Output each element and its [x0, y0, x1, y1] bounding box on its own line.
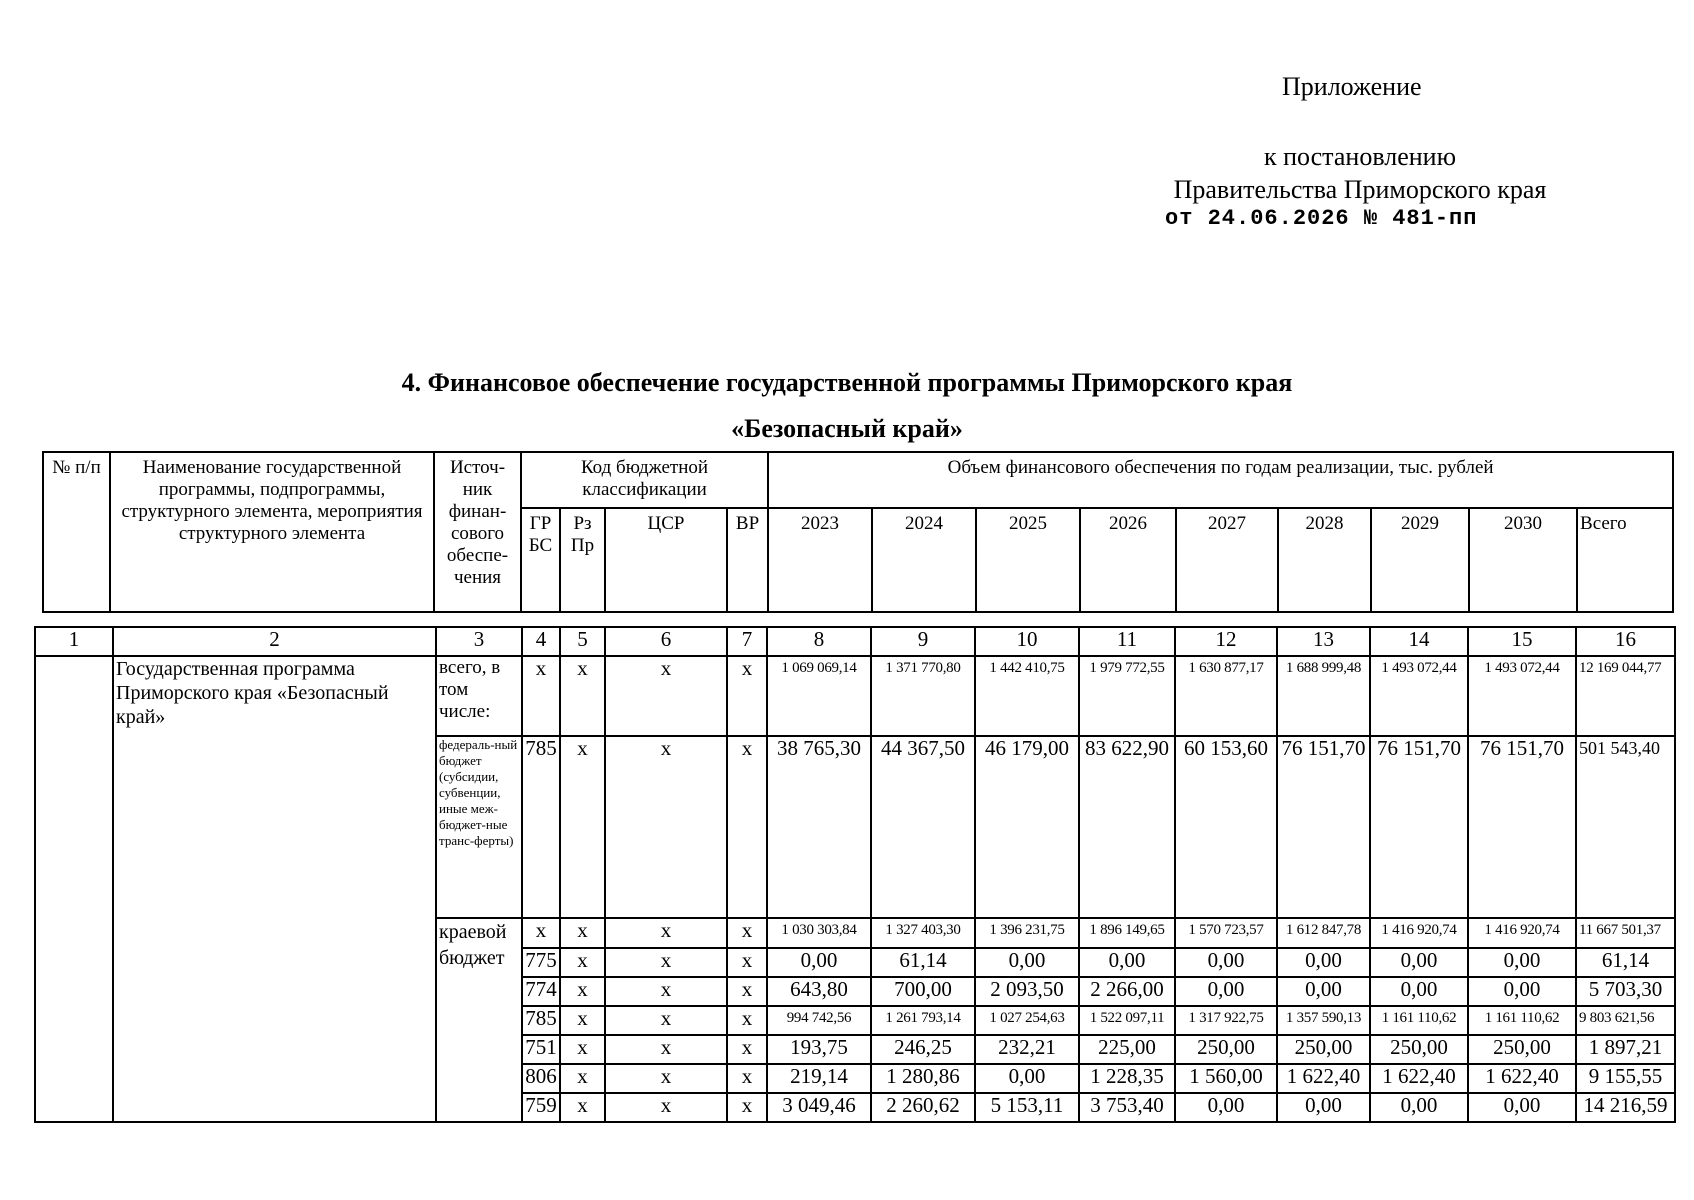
total-value-cell: 501 543,40: [1576, 736, 1675, 918]
value-cell: 250,00: [1175, 1035, 1277, 1064]
value-cell: 1 560,00: [1175, 1064, 1277, 1093]
column-header-table: [42, 451, 1674, 613]
value-cell: 246,25: [871, 1035, 975, 1064]
value-cell: 193,75: [767, 1035, 871, 1064]
value-cell: 0,00: [1079, 948, 1175, 977]
grbs-cell: 785: [522, 1006, 560, 1035]
value-cell: 0,00: [1175, 1093, 1277, 1122]
value-cell: 60 153,60: [1175, 736, 1277, 918]
value-cell: 1 327 403,30: [871, 918, 975, 948]
value-cell: 1 371 770,80: [871, 656, 975, 736]
vr-cell: x: [727, 1006, 767, 1035]
value-cell: 250,00: [1468, 1035, 1576, 1064]
value-cell: 0,00: [1370, 1093, 1468, 1122]
value-cell: 1 688 999,48: [1277, 656, 1370, 736]
vr-cell: x: [727, 948, 767, 977]
value-cell: 1 357 590,13: [1277, 1006, 1370, 1035]
value-cell: 0,00: [975, 948, 1079, 977]
col-budget-code-header: Код бюджетной классификации: [521, 452, 768, 508]
value-cell: 2 260,62: [871, 1093, 975, 1122]
value-cell: 3 753,40: [1079, 1093, 1175, 1122]
value-cell: 1 317 922,75: [1175, 1006, 1277, 1035]
col-year-header: 2028: [1278, 508, 1371, 612]
value-cell: 0,00: [1277, 948, 1370, 977]
vr-cell: x: [727, 656, 767, 736]
value-cell: 0,00: [1370, 948, 1468, 977]
total-value-cell: 14 216,59: [1576, 1093, 1675, 1122]
rzpr-cell: x: [560, 1035, 605, 1064]
vr-cell: x: [727, 977, 767, 1006]
rzpr-cell: x: [560, 736, 605, 918]
grbs-cell: 759: [522, 1093, 560, 1122]
value-cell: 643,80: [767, 977, 871, 1006]
value-cell: 5 153,11: [975, 1093, 1079, 1122]
value-cell: 1 522 097,11: [1079, 1006, 1175, 1035]
value-cell: 1 622,40: [1277, 1064, 1370, 1093]
column-number-cell: 6: [605, 627, 727, 656]
col-year-header: 2024: [872, 508, 976, 612]
value-cell: 0,00: [767, 948, 871, 977]
total-value-cell: 1 897,21: [1576, 1035, 1675, 1064]
rzpr-cell: x: [560, 977, 605, 1006]
col-grbs-header: ГР БС: [521, 508, 560, 612]
grbs-cell: 751: [522, 1035, 560, 1064]
col-vr-header: ВР: [727, 508, 768, 612]
value-cell: 3 049,46: [767, 1093, 871, 1122]
csr-cell: x: [605, 1064, 727, 1093]
value-cell: 1 396 231,75: [975, 918, 1079, 948]
vr-cell: x: [727, 736, 767, 918]
col-year-header: 2027: [1176, 508, 1278, 612]
value-cell: 1 570 723,57: [1175, 918, 1277, 948]
col-year-header: 2026: [1080, 508, 1176, 612]
value-cell: 1 069 069,14: [767, 656, 871, 736]
value-cell: 76 151,70: [1370, 736, 1468, 918]
grbs-cell: x: [522, 656, 560, 736]
column-number-cell: 8: [767, 627, 871, 656]
decree-line-1: к постановлению: [1263, 142, 1457, 171]
grbs-cell: 774: [522, 977, 560, 1006]
value-cell: 2 093,50: [975, 977, 1079, 1006]
csr-cell: x: [605, 1006, 727, 1035]
column-number-row: [35, 627, 1675, 656]
column-number-cell: 15: [1468, 627, 1576, 656]
rzpr-cell: x: [560, 1006, 605, 1035]
rzpr-cell: x: [560, 1064, 605, 1093]
value-cell: 232,21: [975, 1035, 1079, 1064]
col-year-header: 2030: [1469, 508, 1577, 612]
grbs-cell: 806: [522, 1064, 560, 1093]
column-number-cell: 3: [436, 627, 522, 656]
value-cell: 250,00: [1277, 1035, 1370, 1064]
column-number-cell: 14: [1370, 627, 1468, 656]
decree-date-stamp: от 24.06.2026 № 481-пп: [1165, 206, 1478, 231]
value-cell: 1 493 072,44: [1370, 656, 1468, 736]
program-name-cell: Государственная программа Приморского края «Безопасный край»: [113, 656, 436, 1122]
column-number-cell: 13: [1277, 627, 1370, 656]
value-cell: 0,00: [1175, 977, 1277, 1006]
value-cell: 0,00: [1468, 948, 1576, 977]
value-cell: 994 742,56: [767, 1006, 871, 1035]
source-federal-cell: федераль-ный бюджет (субсидии, субвенции, иные меж-бюджет-ные транс-ферты): [436, 736, 522, 918]
value-cell: 61,14: [871, 948, 975, 977]
csr-cell: x: [605, 736, 727, 918]
value-cell: 1 030 303,84: [767, 918, 871, 948]
vr-cell: x: [727, 1035, 767, 1064]
col-year-header: 2029: [1371, 508, 1469, 612]
column-number-cell: 10: [975, 627, 1079, 656]
rzpr-cell: x: [560, 948, 605, 977]
value-cell: 1 261 793,14: [871, 1006, 975, 1035]
value-cell: 83 622,90: [1079, 736, 1175, 918]
value-cell: 46 179,00: [975, 736, 1079, 918]
value-cell: 1 416 920,74: [1370, 918, 1468, 948]
csr-cell: x: [605, 977, 727, 1006]
column-number-cell: 9: [871, 627, 975, 656]
csr-cell: x: [605, 1093, 727, 1122]
value-cell: 1 416 920,74: [1468, 918, 1576, 948]
value-cell: 0,00: [1468, 977, 1576, 1006]
total-value-cell: 11 667 501,37: [1576, 918, 1675, 948]
rzpr-cell: x: [560, 918, 605, 948]
value-cell: 1 612 847,78: [1277, 918, 1370, 948]
col-csr-header: ЦСР: [605, 508, 727, 612]
total-value-cell: 12 169 044,77: [1576, 656, 1675, 736]
source-regional-cell: краевой бюджет: [436, 918, 522, 1122]
table-row: [35, 656, 1675, 736]
financing-table: [34, 626, 1676, 1123]
col-name-header: Наименование государственной программы, подпрограммы, структурного элемента, мероприятия структурного элемента: [110, 452, 434, 612]
decree-line-2: Правительства Приморского края: [1173, 175, 1547, 204]
grbs-cell: 775: [522, 948, 560, 977]
value-cell: 0,00: [1370, 977, 1468, 1006]
column-number-cell: 2: [113, 627, 436, 656]
value-cell: 1 442 410,75: [975, 656, 1079, 736]
column-number-cell: 7: [727, 627, 767, 656]
value-cell: 0,00: [975, 1064, 1079, 1093]
program-title: «Безопасный край»: [731, 414, 963, 443]
value-cell: 0,00: [1468, 1093, 1576, 1122]
value-cell: 0,00: [1277, 977, 1370, 1006]
value-cell: 1 493 072,44: [1468, 656, 1576, 736]
value-cell: 0,00: [1175, 948, 1277, 977]
vr-cell: x: [727, 918, 767, 948]
value-cell: 700,00: [871, 977, 975, 1006]
grbs-cell: x: [522, 918, 560, 948]
value-cell: 0,00: [1277, 1093, 1370, 1122]
vr-cell: x: [727, 1064, 767, 1093]
value-cell: 1 630 877,17: [1175, 656, 1277, 736]
value-cell: 219,14: [767, 1064, 871, 1093]
value-cell: 76 151,70: [1277, 736, 1370, 918]
rzpr-cell: x: [560, 656, 605, 736]
csr-cell: x: [605, 656, 727, 736]
column-number-cell: 12: [1175, 627, 1277, 656]
col-year-header: 2025: [976, 508, 1080, 612]
rzpr-cell: x: [560, 1093, 605, 1122]
grbs-cell: 785: [522, 736, 560, 918]
total-value-cell: 61,14: [1576, 948, 1675, 977]
value-cell: 1 979 772,55: [1079, 656, 1175, 736]
value-cell: 1 622,40: [1370, 1064, 1468, 1093]
total-value-cell: 9 803 621,56: [1576, 1006, 1675, 1035]
col-total-header: Всего: [1577, 508, 1673, 612]
column-number-cell: 1: [35, 627, 113, 656]
total-value-cell: 5 703,30: [1576, 977, 1675, 1006]
value-cell: 1 280,86: [871, 1064, 975, 1093]
vr-cell: x: [727, 1093, 767, 1122]
csr-cell: x: [605, 948, 727, 977]
value-cell: 1 622,40: [1468, 1064, 1576, 1093]
col-volume-header: Объем финансового обеспечения по годам реализации, тыс. рублей: [768, 452, 1673, 508]
column-number-cell: 5: [560, 627, 605, 656]
value-cell: 250,00: [1370, 1035, 1468, 1064]
value-cell: 1 027 254,63: [975, 1006, 1079, 1035]
value-cell: 225,00: [1079, 1035, 1175, 1064]
col-rzpr-header: Рз Пр: [560, 508, 605, 612]
csr-cell: x: [605, 1035, 727, 1064]
value-cell: 1 161 110,62: [1370, 1006, 1468, 1035]
source-total-cell: всего, в том числе:: [436, 656, 522, 736]
total-value-cell: 9 155,55: [1576, 1064, 1675, 1093]
document-title: 4. Финансовое обеспечение государственной программы Приморского края: [401, 368, 1293, 397]
col-year-header: 2023: [768, 508, 872, 612]
col-source-header: Источ-ник финан-сового обеспе-чения: [434, 452, 521, 612]
column-number-cell: 16: [1576, 627, 1675, 656]
col-number-header: № п/п: [43, 452, 110, 612]
appendix-label: Приложение: [1282, 72, 1422, 101]
value-cell: 44 367,50: [871, 736, 975, 918]
value-cell: 2 266,00: [1079, 977, 1175, 1006]
value-cell: 76 151,70: [1468, 736, 1576, 918]
value-cell: 1 896 149,65: [1079, 918, 1175, 948]
column-number-cell: 11: [1079, 627, 1175, 656]
row-number-cell: [35, 656, 113, 1122]
value-cell: 38 765,30: [767, 736, 871, 918]
decree-reference: [1150, 140, 1570, 206]
value-cell: 1 161 110,62: [1468, 1006, 1576, 1035]
column-number-cell: 4: [522, 627, 560, 656]
value-cell: 1 228,35: [1079, 1064, 1175, 1093]
csr-cell: x: [605, 918, 727, 948]
